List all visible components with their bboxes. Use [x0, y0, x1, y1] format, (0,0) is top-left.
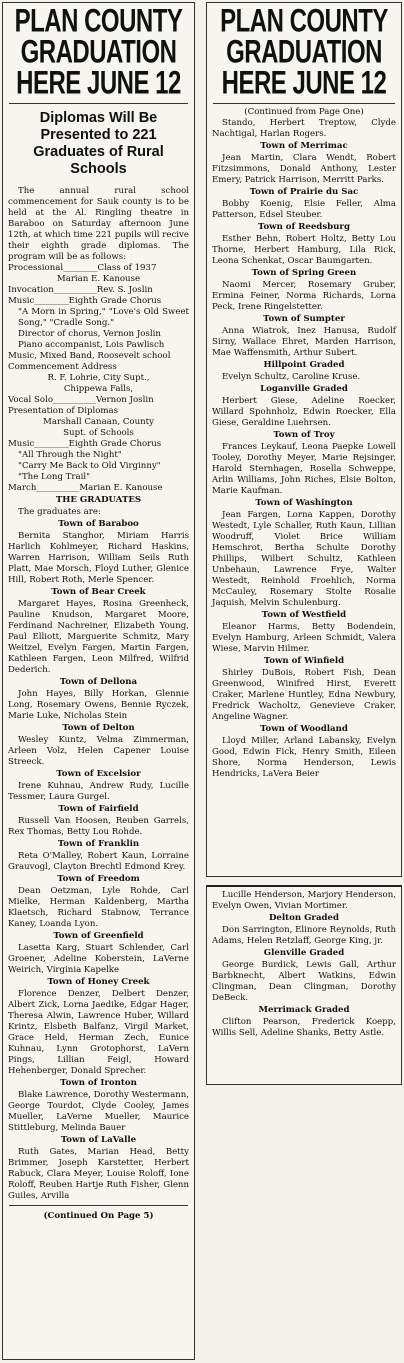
town-names: Wesley Kuntz, Velma Zimmerman, Arleen Volz, Helen Capener Louise Streeck.: [8, 735, 189, 768]
left-headline: [5, 3, 192, 102]
town-names: Jean Martin, Clara Wendt, Robert Fitzsimmons, Donald Anthony, Lester Emery, Patrick Harrison, Merritt Parks.: [212, 153, 396, 185]
town-names: Herbert Giese, Adeline Roecker, Willard Spohnholz, Edwin Roecker, Ella Giese, Geraldine Luehrsen.: [212, 396, 396, 428]
town-heading: Hillpoint Graded: [263, 360, 345, 370]
town-names: Bobby Koenig, Elsie Feller, Alma Patterson, Edsel Steuber.: [212, 199, 396, 220]
town-names: Lasetta Karg, Stuart Schlender, Carl Groener, Adeline Koberstein, LaVerne Weirich, Virginia Kapelke: [8, 943, 189, 976]
headline-line: PLAN COUNTY: [14, 3, 183, 40]
intro-paragraph: The annual rural school commencement for Sauk county is to be held at the Al. Ringling theatre in Baraboo on Saturday afternoon June 12th, at which time 221 pupils will recive their eighth grade diplomas. The program will be as follows:: [8, 186, 189, 263]
town-heading: Town of Washington: [255, 498, 353, 508]
headline-line: HERE JUNE 12: [221, 65, 387, 102]
town-heading: Delton Graded: [268, 913, 340, 923]
town-heading: Town of Freedom: [57, 874, 140, 885]
town-names: John Hayes, Billy Horkan, Glennie Long, Rosemary Owens, Bennie Ryczek, Marie Luke, Nicholas Stein: [8, 689, 189, 722]
program-line: R. F. Lohrie, City Supt.,: [47, 373, 150, 384]
headline-line: PLAN COUNTY: [220, 3, 388, 40]
left-column: [2, 2, 195, 1360]
town-names: Don Sarrington, Elinore Reynolds, Ruth Adams, Helen Retzlaff, George King, jr.: [212, 925, 396, 946]
program-line: "A Morn in Spring," "Love's Old Sweet Song," "Cradle Song.": [18, 307, 189, 329]
town-names: Florence Denzer, Delbert Denzer, Albert Zick, Lorna Jaedike, Edgar Hager, Theresa Alwin, Lawrence Huber, Willard Krintz, Elsbeth Balfanz, Virgil Market, Grace Held, Herman Zech, Eunice Kuhnau, Lynn Grotophorst, LaVern Pings, Lillian Feigl, Howard Hehenberger, Donald Sprecher.: [8, 989, 189, 1077]
town-heading: Town of Dellona: [59, 677, 138, 688]
town-names: Clifton Pearson, Frederick Koepp, Willis Sell, Adeline Shanks, Betty Astle.: [212, 1017, 396, 1038]
town-names: Dean Oetzman, Lyle Rohde, Carl Mielke, Herman Kaldenberg, Martha Klaetsch, Richard Stabnow, Terrance Kaney, Loanda Lyon.: [8, 886, 189, 930]
program-line: Music________Eighth Grade Chorus: [8, 439, 162, 450]
town-names: Anna Wiatrok, Inez Hanusa, Rudolf Sirny, Wallace Ehret, Marden Harrison, Mae Waffensmith, Arthur Subert.: [212, 326, 396, 358]
program-line: "The Long Trail": [18, 472, 91, 483]
town-names: Reta O'Malley, Robert Kaun, Lorraine Grauvogl, Clayton Brechtl Edmond Krey.: [8, 851, 189, 873]
continued-from-note: (Continued from Page One): [244, 107, 364, 117]
program-line: Music________Eighth Grade Chorus: [8, 296, 162, 307]
town-heading: Town of Bear Creek: [51, 587, 146, 598]
divider: [213, 103, 395, 104]
right-column: [206, 2, 402, 877]
town-heading: Merrimack Graded: [258, 1005, 350, 1015]
town-heading: Town of Troy: [273, 430, 335, 440]
program-line: Supt. of Schools: [63, 428, 134, 439]
town-names: Russell Van Hoosen, Reuben Garrels, Rex Thomas, Betty Lou Rohde.: [8, 816, 189, 838]
graduates-intro: The graduates are:: [18, 507, 101, 518]
lead-names: Lucille Henderson, Marjory Henderson, Evelyn Owen, Vivian Mortimer.: [212, 890, 396, 911]
program-line: March__________Marian E. Kanouse: [8, 483, 163, 494]
headline-line: GRADUATION: [20, 34, 177, 71]
lead-names: Stando, Herbert Treptow, Clyde Nachtigal, Harlan Rogers.: [212, 118, 396, 139]
program-line: Processional________Class of 1937: [8, 263, 157, 274]
town-names: George Burdick, Lewis Gall, Arthur Barbknecht, Albert Watkins, Edwin Clingman, Dean Clingman, Dorothy DeBeck.: [212, 960, 396, 1003]
town-names: Eleanor Harms, Betty Bodendein, Evelyn Hamburg, Arleen Schmidt, Valera Wiese, Marvin Hilmer.: [212, 622, 396, 654]
divider: [9, 1205, 188, 1206]
headline-line: HERE JUNE 12: [16, 65, 181, 102]
town-names: Naomi Mercer, Rosemary Gruber, Ermina Feiner, Norma Richards, Lorna Peck, Irene Ringelstetter.: [212, 280, 396, 312]
program-line: Chippewa Falls,: [63, 384, 134, 395]
program-line: Music, Mixed Band, Roosevelt school: [8, 351, 171, 362]
program-line: Invocation__________Rev. S. Joslin: [8, 285, 153, 296]
town-heading: Town of Westfield: [261, 610, 347, 620]
program-line: Marshall Canaan, County: [43, 417, 154, 428]
town-names: Lloyd Miller, Arland Labansky, Evelyn Good, Edwin Fick, Henry Smith, Eileen Shore, Norma Henderson, Lewis Hendricks, LaVera Beier: [212, 736, 396, 779]
town-names: Blake Lawrence, Dorothy Westermann, George Tourdot, Clyde Cooley, James Mueller, LaVerne Mueller, Maurice Stittleburg, Melinda Bauer: [8, 1090, 189, 1134]
right-article-body: [207, 107, 401, 780]
program-line: Piano accompanist, Lois Pawlisch: [18, 340, 165, 351]
town-names: Bernita Stanghor, Miriam Harris Harlich Kohlmeyer, Richard Haskins, Warren Harrison, William Seils Ruth Platt, Mae Morsch, Floyd Luther, Glenice Hill, Robert Roth, Merle Spencer.: [8, 531, 189, 586]
continued-note: (Continued On Page 5): [43, 1211, 154, 1222]
town-names: Evelyn Schultz, Caroline Kruse.: [222, 372, 361, 382]
town-heading: Town of Prairie du Sac: [249, 187, 359, 197]
town-heading: Town of Sumpter: [263, 314, 345, 324]
program-line: "All Through the Night": [18, 450, 122, 461]
town-names: Margaret Hayes, Rosina Greenheck, Pauline Knudson, Margaret Moore, Ferdinand Nachreiner, Elizabeth Young, Paul Elliott, Marguerite Schmitz, Mary Weitzel, Evelyn Fargen, Martin Fargen, Kathleen Fargen, Leon Milfred, Wilfrid Dederich.: [8, 599, 189, 676]
town-heading: Town of Greenfield: [53, 931, 144, 942]
program-line: Presentation of Diplomas: [8, 406, 119, 417]
town-names: Shirley DuBois, Robert Fish, Dean Greenwood, Winifred Hirst, Everett Craker, Marlene Huntley, Edna Newbury, Fredrick Wacholtz, Genevieve Craker, Angeline Wagner.: [212, 668, 396, 722]
town-heading: Town of Honey Creek: [47, 977, 150, 988]
headline-line: GRADUATION: [226, 34, 382, 71]
town-names: Irene Kuhnau, Andrew Rudy, Lucille Tessmer, Laura Gurgel.: [8, 781, 189, 803]
town-names: Ruth Gates, Marian Head, Betty Brimmer, Joseph Karstetter, Herbert Rabuck, Clara Meyer, Louise Roloff, Ione Roloff, Reuben Hartje Ruth Fisher, Glenn Guiles, Arvilla: [8, 1147, 189, 1202]
subheadline: Diplomas Will Be Presented to 221 Graduates of Rural Schools: [9, 103, 188, 178]
town-heading: Town of Baraboo: [58, 519, 139, 530]
town-heading: Town of LaValle: [60, 1135, 137, 1146]
right-lower-body: [207, 887, 401, 1039]
town-heading: Town of Spring Green: [251, 268, 357, 278]
left-article-body: [3, 186, 194, 1202]
program-line: Director of chorus, Vernon Joslin: [18, 329, 161, 340]
program-line: Marian E. Kanouse: [56, 274, 141, 285]
town-heading: Town of Woodland: [260, 724, 348, 734]
town-heading: Town of Ironton: [60, 1078, 137, 1089]
program-line: Commencement Address: [8, 362, 117, 373]
town-heading: Town of Fairfield: [58, 804, 139, 815]
town-names: Frances Leykauf, Leona Paepke Lowell Tooley, Dorothy Meyer, Marie Rejsinger, Harold Sternhagen, Rosella Schweppe, Arlin Williams, John Riches, Elsie Bolton, Marie Kaufman.: [212, 442, 396, 496]
town-names: Jean Fargen, Lorna Kappen, Dorothy Westedt, Lyle Schaller, Ruth Kaun, Lillian Woodruff, Violet Brice William Hemschrot, Bertha Schulte Dorothy Phillips, Wilbert Schultz, Kathleen Unbehaun, Lawrence Frye, Walter Westedt, Reinhold Froehlich, Norma McCauley, Rosemary Stolte Rosalie Jaquish, Melvin Schulenburg.: [212, 510, 396, 608]
town-heading: Town of Winfield: [263, 656, 345, 666]
town-heading: Loganville Graded: [260, 384, 348, 394]
town-names: Esther Behn, Robert Holtz, Betty Lou Thorne, Herbert Hamburg, Lila Rick, Leona Schenkat, Oscar Baumgarten.: [212, 234, 396, 266]
town-heading: Town of Reedsburg: [258, 222, 350, 232]
town-heading: Glenville Graded: [263, 948, 345, 958]
town-heading: Town of Franklin: [57, 839, 140, 850]
program-line: Vocal Solo__________Vernon Joslin: [8, 395, 154, 406]
town-heading: Town of Merrimac: [260, 141, 348, 151]
town-heading: Town of Excelsior: [56, 769, 141, 780]
right-headline: [209, 3, 399, 102]
program-line: "Carry Me Back to Old Virginny": [18, 461, 161, 472]
graduates-heading: THE GRADUATES: [55, 495, 142, 506]
right-lower-clipping: [206, 885, 402, 1085]
town-heading: Town of Delton: [62, 723, 135, 734]
